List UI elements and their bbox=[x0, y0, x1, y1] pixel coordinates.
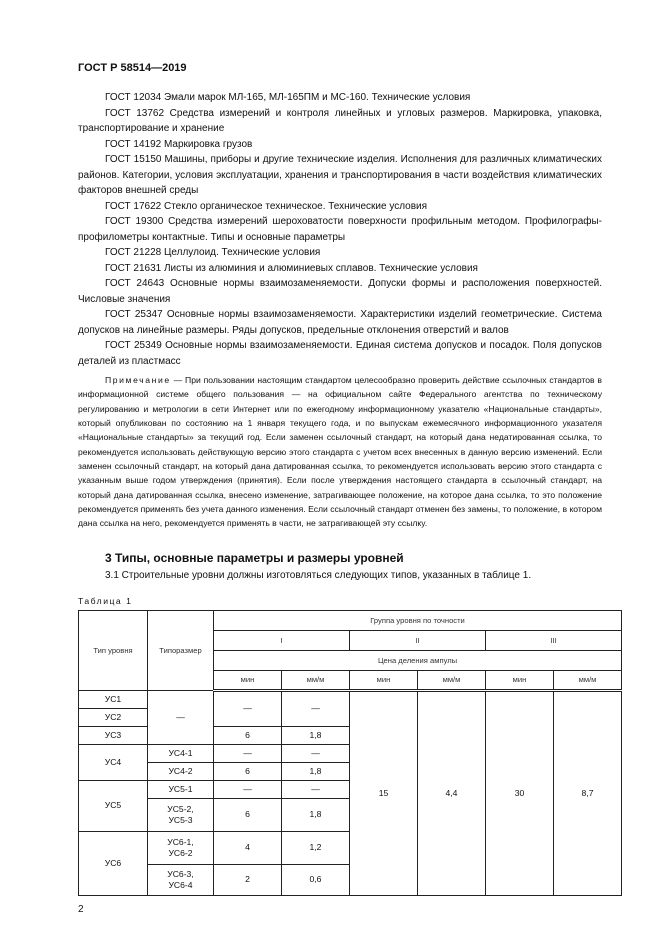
cell: УС4-1 bbox=[148, 744, 214, 762]
cell: УС2 bbox=[79, 708, 148, 726]
cell: 15 bbox=[350, 690, 418, 895]
reference-item: ГОСТ 17622 Стекло органическое техническое. Технические условия bbox=[105, 200, 428, 212]
unit: мин bbox=[350, 670, 418, 690]
cell: — bbox=[214, 690, 282, 726]
reference-item: ГОСТ 14192 Маркировка грузов bbox=[105, 138, 253, 150]
reference-item: ГОСТ 19300 Средства измерений шероховатости поверхности профильным методом. Профилографы-профилометры контактные. Типы и основные параметры bbox=[78, 216, 602, 243]
group-iii: III bbox=[486, 630, 622, 650]
normative-references bbox=[78, 90, 602, 369]
cell: 1,8 bbox=[282, 726, 350, 744]
cell: УС4 bbox=[79, 744, 148, 780]
cell: УС5-2, УС5-3 bbox=[148, 798, 214, 831]
unit: мм/м bbox=[282, 670, 350, 690]
table-caption: Таблица 1 bbox=[78, 595, 133, 606]
cell: — bbox=[282, 780, 350, 798]
cell: 8,7 bbox=[554, 690, 622, 895]
cell: 2 bbox=[214, 864, 282, 895]
cell: 30 bbox=[486, 690, 554, 895]
unit: мм/м bbox=[554, 670, 622, 690]
note-text: — При пользовании настоящим стандартом целесообразно проверить действие ссылочных стандартов в информационной системе общего пользования — на официальном сайте Федерального агентства по техническому регулированию и метрологии в сети Интернет или по ежегодному информационному указателю «Национальные стандарты», который опубликован по состоянию на 1 января текущего года, и по выпускам ежемесячного информационного указателя «Национальные стандарты» за текущий год. Если заменен ссылочный стандарт, на который дана недатированная ссылка, то рекомендуется использовать действующую версию этого стандарта с учетом всех внесенных в данную версию изменений. Если заменен ссылочный стандарт, на который дана датированная ссылка, то рекомендуется использовать версию этого стандарта с указанным выше годом утверждения (принятия). Если после утверждения настоящего стандарта в ссылочный стандарт, на который дана датированная ссылка, внесено изменение, затрагивающее положение, на которое дана ссылка, то это положение рекомендуется применять без учета данного изменения. Если ссылочный стандарт отменен без замены, то положение, в котором дана ссылка на него, рекомендуется применять в части, не затрагивающей эту ссылку. bbox=[78, 375, 602, 529]
reference-item: ГОСТ 21228 Целлулоид. Технические условия bbox=[105, 247, 321, 258]
cell: — bbox=[282, 690, 350, 726]
header-group: Группа уровня по точности bbox=[214, 610, 622, 630]
cell: 1,2 bbox=[282, 831, 350, 864]
header-size: Типоразмер bbox=[148, 610, 214, 690]
cell: УС6-3, УС6-4 bbox=[148, 864, 214, 895]
note-label: Примечание bbox=[105, 375, 171, 385]
cell: — bbox=[282, 744, 350, 762]
reference-item: ГОСТ 13762 Средства измерений и контроля линейных и угловых размеров. Маркировка, упаковка, транспортирование и хранение bbox=[78, 107, 602, 134]
document-header: ГОСТ Р 58514—2019 bbox=[78, 62, 187, 74]
reference-item: ГОСТ 15150 Машины, приборы и другие технические изделия. Исполнения для различных климатических районов. Категории, условия эксплуатации, хранения и транспортирования в части воздействия климатических факторов внешней среды bbox=[78, 154, 602, 196]
group-ii: II bbox=[350, 630, 486, 650]
cell: 1,8 bbox=[282, 762, 350, 780]
reference-item: ГОСТ 25349 Основные нормы взаимозаменяемости. Единая система допусков и посадок. Поля допусков деталей из пластмасс bbox=[78, 340, 602, 367]
cell: УС5-1 bbox=[148, 780, 214, 798]
page-number: 2 bbox=[78, 903, 84, 915]
note-paragraph bbox=[78, 373, 602, 531]
cell: — bbox=[214, 744, 282, 762]
clause-3-1: 3.1 Строительные уровни должны изготовляться следующих типов, указанных в таблице 1. bbox=[105, 569, 532, 581]
reference-item: ГОСТ 24643 Основные нормы взаимозаменяемости. Допуски формы и расположения поверхностей. Числовые значения bbox=[78, 278, 602, 305]
header-price: Цена деления ампулы bbox=[214, 650, 622, 670]
reference-item: ГОСТ 12034 Эмали марок МЛ-165, МЛ-165ПМ и МС-160. Технические условия bbox=[105, 92, 471, 103]
cell: 4,4 bbox=[418, 690, 486, 895]
cell: УС5 bbox=[79, 780, 148, 831]
cell: 6 bbox=[214, 762, 282, 780]
unit: мм/м bbox=[418, 670, 486, 690]
cell: 0,6 bbox=[282, 864, 350, 895]
reference-item: ГОСТ 21631 Листы из алюминия и алюминиевых сплавов. Технические условия bbox=[105, 262, 478, 274]
cell: УС3 bbox=[79, 726, 148, 744]
cell: 6 bbox=[214, 798, 282, 831]
cell: — bbox=[214, 780, 282, 798]
cell: УС6-1, УС6-2 bbox=[148, 831, 214, 864]
group-i: I bbox=[214, 630, 350, 650]
cell: 6 bbox=[214, 726, 282, 744]
cell: 4 bbox=[214, 831, 282, 864]
unit: мин bbox=[486, 670, 554, 690]
level-types-table bbox=[78, 610, 622, 896]
cell: 1,8 bbox=[282, 798, 350, 831]
header-type: Тип уровня bbox=[79, 610, 148, 690]
cell: УС4-2 bbox=[148, 762, 214, 780]
reference-item: ГОСТ 25347 Основные нормы взаимозаменяемости. Характеристики изделий геометрические. Система допусков на линейные размеры. Ряды допусков, предельные отклонения отверстий и валов bbox=[78, 309, 602, 336]
cell: УС6 bbox=[79, 831, 148, 895]
unit: мин bbox=[214, 670, 282, 690]
cell: — bbox=[148, 690, 214, 744]
section-heading: 3 Типы, основные параметры и размеры уровней bbox=[105, 550, 404, 565]
cell: УС1 bbox=[79, 690, 148, 708]
